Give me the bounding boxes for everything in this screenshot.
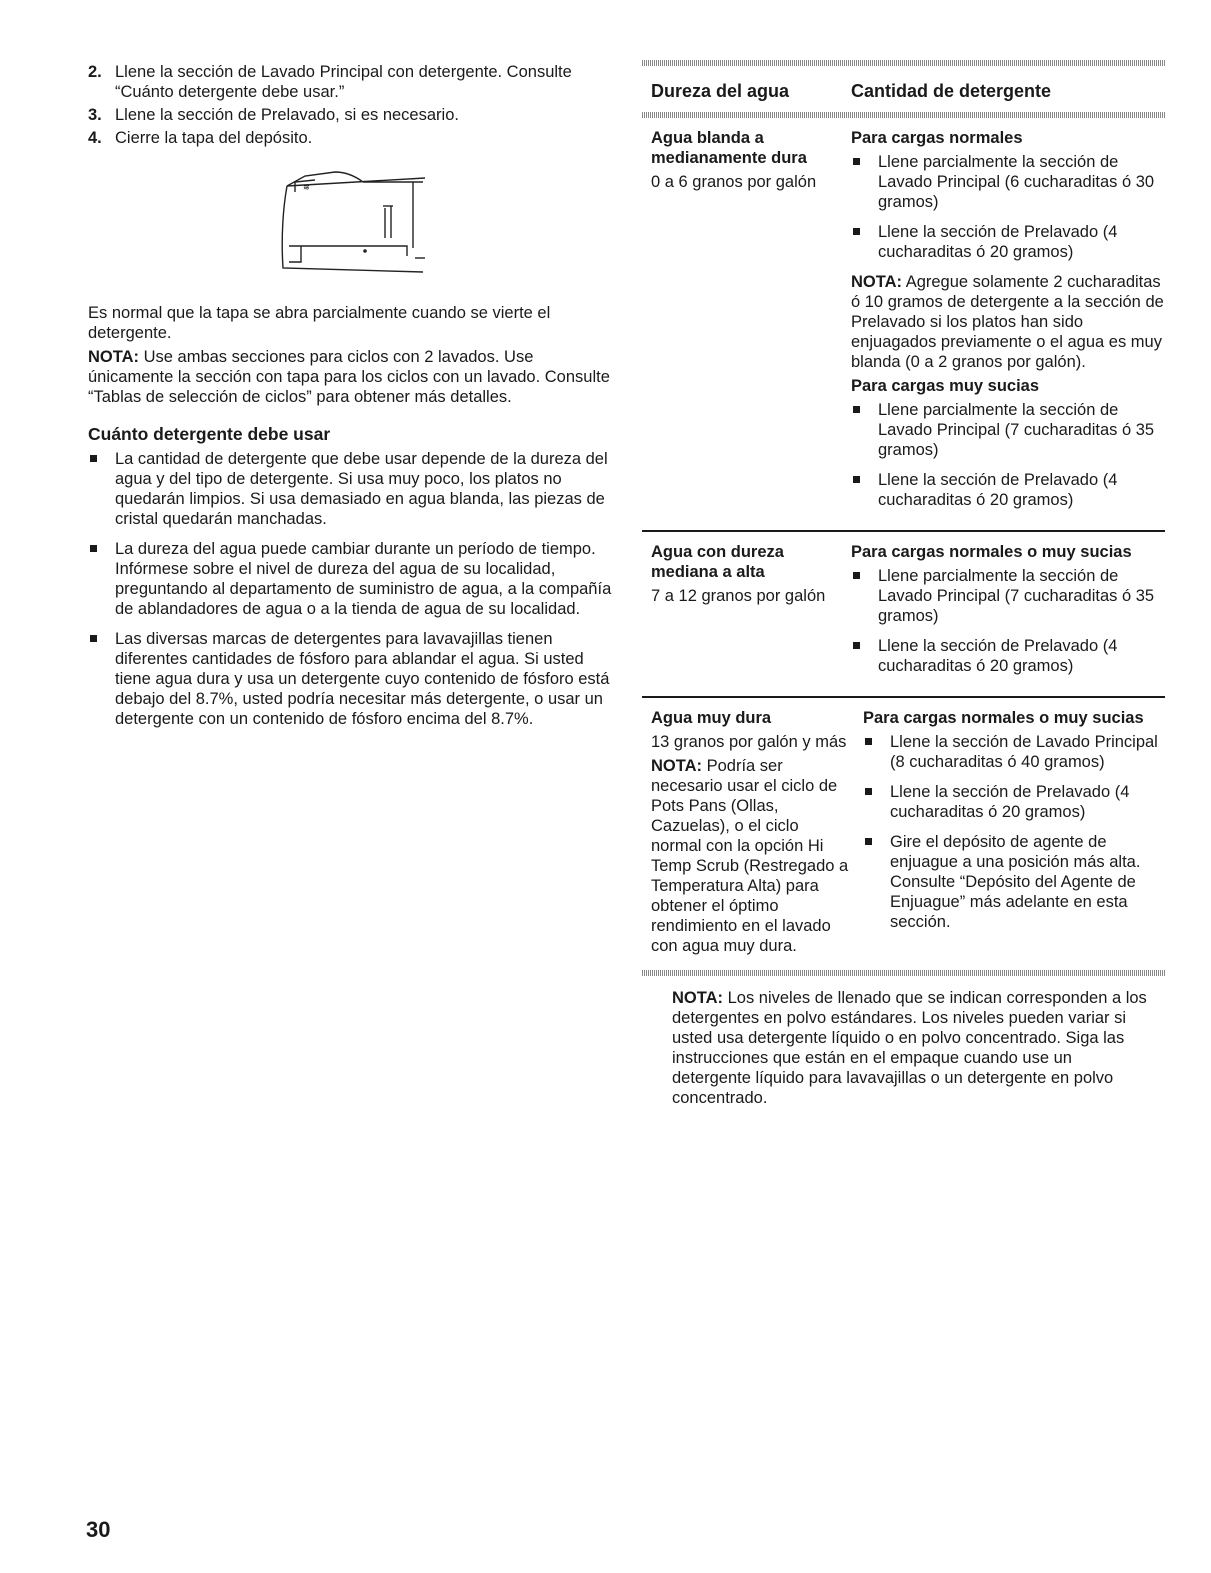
bullet-icon — [865, 738, 872, 745]
bullet-icon — [90, 635, 97, 642]
bullet-icon — [853, 158, 860, 165]
detergent-dispenser-image — [275, 168, 435, 288]
paragraph: Es normal que la tapa se abra parcialmente cuando se vierte el detergente. — [88, 304, 551, 342]
bullet-icon — [853, 406, 860, 413]
note-paragraph: NOTA: Podría ser necesario usar el ciclo de Pots Pans (Ollas, Cazuelas), o el ciclo normal con la opción Hi Temp Scrub (Restregado a Temperatura Alta) para obtener el óptimo rendimiento en el lavado con agua muy dura. — [651, 757, 849, 955]
table-footnote: NOTA: Los niveles de llenado que se indican corresponden a los detergentes en polvo estándares. Los niveles pueden variar si usted usa detergente líquido o en polvo concentrado. Siga las instrucciones que están en el empaque cuando use un detergente líquido para lavavajillas o un detergente en polvo concentrado. — [672, 989, 1147, 1107]
load-label: Para cargas normales o muy sucias — [863, 709, 1144, 727]
list-item: 4. Cierre la tapa del depósito. — [88, 129, 313, 147]
list-item: Llene la sección de Prelavado (4 cucharaditas ó 20 gramos) — [863, 782, 1165, 822]
table-row — [642, 118, 1165, 530]
table-row — [642, 696, 1165, 970]
list-item: Llene la sección de Lavado Principal (8 cucharaditas ó 40 gramos) — [863, 732, 1165, 772]
bullet-icon — [853, 476, 860, 483]
bullet-icon — [853, 642, 860, 649]
list-item: La cantidad de detergente que debe usar depende de la dureza del agua y del tipo de detergente. Si usa muy poco, los platos no quedarán limpios. Si usa demasiado en agua blanda, las piezas de cristal quedarán manchadas. — [88, 449, 613, 529]
column-header-hardness: Dureza del agua — [651, 81, 790, 101]
note-paragraph: NOTA: Use ambas secciones para ciclos con 2 lavados. Use únicamente la sección con tapa para los ciclos con un lavado. Consulte “Tablas de selección de ciclos” para obtener más detalles. — [88, 348, 610, 406]
bullet-icon — [90, 455, 97, 462]
list-item: La dureza del agua puede cambiar durante un período de tiempo. Infórmese sobre el nivel de dureza del agua de su localidad, preguntando al departamento de suministro de agua, a la compañía de ablandadores de agua o a la tienda de agua de su localidad. — [88, 539, 613, 619]
hardness-label: Agua blanda a medianamente dura — [651, 129, 807, 167]
bullet-list — [851, 566, 1165, 676]
hardness-label: Agua muy dura — [651, 709, 772, 727]
list-item: 2. Llene la sección de Lavado Principal con detergente. Consulte “Cuánto detergente debe usar.” — [88, 63, 572, 101]
bullet-list — [851, 152, 1165, 262]
bullet-icon — [865, 788, 872, 795]
list-item: Las diversas marcas de detergentes para lavavajillas tienen diferentes cantidades de fósforo para ablandar el agua. Si usted tiene agua dura y usa un detergente cuyo contenido de fósforo está debajo del 8.7%, usted podría necesitar más detergente, o usar un detergente con un contenido de fósforo encima del 8.7%. — [88, 629, 613, 729]
list-item: Llene parcialmente la sección de Lavado Principal (7 cucharaditas ó 35 gramos) — [851, 566, 1165, 626]
load-label: Para cargas normales — [851, 129, 1023, 147]
page-number: 30 — [86, 1517, 111, 1542]
steps-list — [88, 62, 613, 148]
bullet-icon — [853, 572, 860, 579]
load-label: Para cargas muy sucias — [851, 377, 1040, 395]
table-header — [642, 66, 1165, 112]
list-item: Llene la sección de Prelavado (4 cucharaditas ó 20 gramos) — [851, 636, 1165, 676]
bullet-icon — [853, 228, 860, 235]
column-header-amount: Cantidad de detergente — [851, 81, 1052, 101]
hardness-label: Agua con dureza mediana a alta — [651, 543, 784, 581]
bullet-list — [851, 400, 1165, 510]
detergent-table — [642, 60, 1165, 1112]
grains-value: 7 a 12 granos por galón — [651, 587, 826, 605]
list-item: Llene parcialmente la sección de Lavado Principal (7 cucharaditas ó 35 gramos) — [851, 400, 1165, 460]
grains-value: 13 granos por galón y más — [651, 733, 847, 751]
load-label: Para cargas normales o muy sucias — [851, 543, 1132, 561]
list-item: 3. Llene la sección de Prelavado, si es necesario. — [88, 106, 459, 124]
section-heading: Cuánto detergente debe usar — [88, 424, 331, 444]
list-item: Gire el depósito de agente de enjuague a una posición más alta. Consulte “Depósito del Agente de Enjuague” más adelante en esta sección. — [863, 832, 1165, 932]
bullet-list — [863, 732, 1165, 932]
bullet-list — [88, 449, 613, 729]
list-item: Llene la sección de Prelavado (4 cucharaditas ó 20 gramos) — [851, 222, 1165, 262]
list-item: Llene la sección de Prelavado (4 cucharaditas ó 20 gramos) — [851, 470, 1165, 510]
svg-text:≋: ≋ — [303, 183, 310, 192]
table-row — [642, 530, 1165, 696]
grains-value: 0 a 6 granos por galón — [651, 173, 817, 191]
bullet-icon — [865, 838, 872, 845]
list-item: Llene parcialmente la sección de Lavado Principal (6 cucharaditas ó 30 gramos) — [851, 152, 1165, 212]
dispenser-illustration — [88, 168, 613, 303]
note-paragraph: NOTA: Agregue solamente 2 cucharaditas ó 10 gramos de detergente a la sección de Prelavado si los platos han sido enjuagados previamente o el agua es muy blanda (0 a 2 granos por galón). — [851, 273, 1164, 371]
bullet-icon — [90, 545, 97, 552]
left-column — [88, 62, 613, 739]
